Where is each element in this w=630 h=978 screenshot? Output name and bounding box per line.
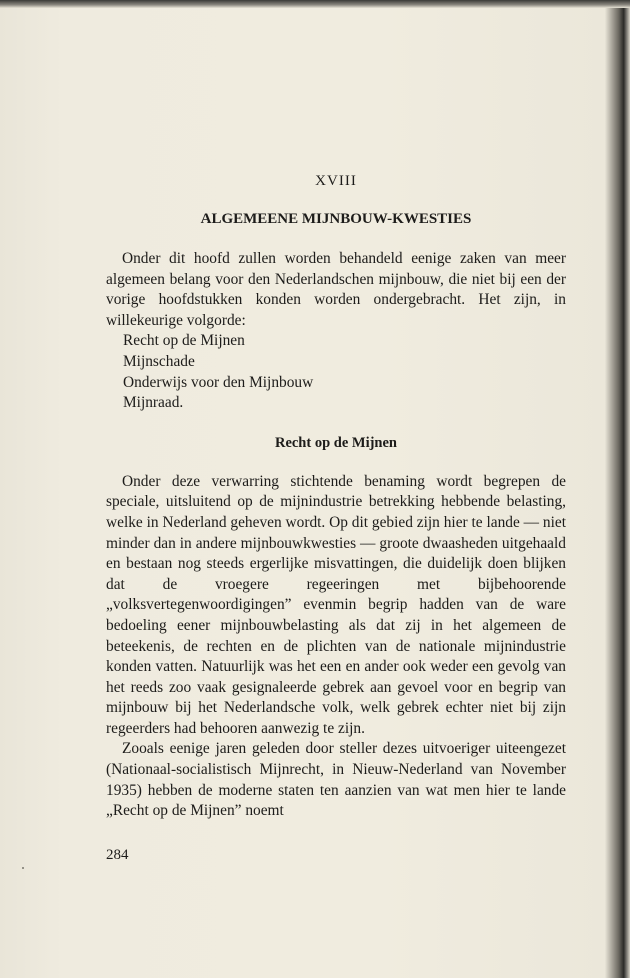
- section-title: Recht op de Mijnen: [274, 434, 398, 451]
- topic-item: Mijnschade: [123, 352, 195, 370]
- scan-top-edge: [0, 0, 630, 8]
- body-paragraph: Onder deze verwarring stichtende benaming wordt begrepen de speciale, uitsluitend op de mijnindustrie betrekking hebbende belasting, welke in Nederland geheven wordt. Op dit gebied zijn hier te lande — niet minder dan in andere mijnbouwkwesties — groote dwaasheden uitgehaald en bestaan nog steeds ergerlijke misvattingen, die duidelijk doen blijken dat de vroegere regeeringen met bijbehoorende „volksvertegenwoordigingen” evenmin begrip hadden van de ware bedoeling eener mijnbouwbelasting als dat zij in het algemeen de beteekenis, de rechten en de plichten van de nationale mijnindustrie konden vatten. Natuurlijk was het een en ander ook weder een gevolg van het reeds zoo vaak gesignaleerde gebrek aan gevoel voor en begrip van mijnbouw bij het Nederlandsche volk, welk gebrek echter niet bij zijn regeerders had behooren aanwezig te zijn.: [106, 472, 566, 737]
- scan-speck: [22, 867, 24, 869]
- topic-item: Onderwijs voor den Mijnbouw: [123, 373, 314, 391]
- topic-item: Recht op de Mijnen: [123, 332, 245, 350]
- body-paragraph: Zooals eenige jaren geleden door steller dezes uitvoeriger uiteengezet (Nationaal-socialistisch Mijnrecht, in Nieuw-Nederland van November 1935) hebben de moderne staten ten aanzien van wat men hier te lande „Recht op de Mijnen” noemt: [106, 740, 566, 820]
- chapter-title: ALGEMEENE MIJNBOUW-KWESTIES: [200, 211, 472, 227]
- chapter-number: XVIII: [315, 173, 357, 189]
- topic-item: Mijnraad.: [123, 394, 184, 412]
- page-content: [106, 170, 566, 822]
- topic-list: [106, 331, 566, 413]
- page-number: 284: [106, 847, 129, 863]
- intro-paragraph: Onder dit hoofd zullen worden behandeld eenige zaken van meer algemeen belang voor den Nederlandschen mijnbouw, die niet bij een der vorige hoofdstukken konden worden ondergebracht. Het zijn, in willekeurige volgorde:: [106, 250, 566, 329]
